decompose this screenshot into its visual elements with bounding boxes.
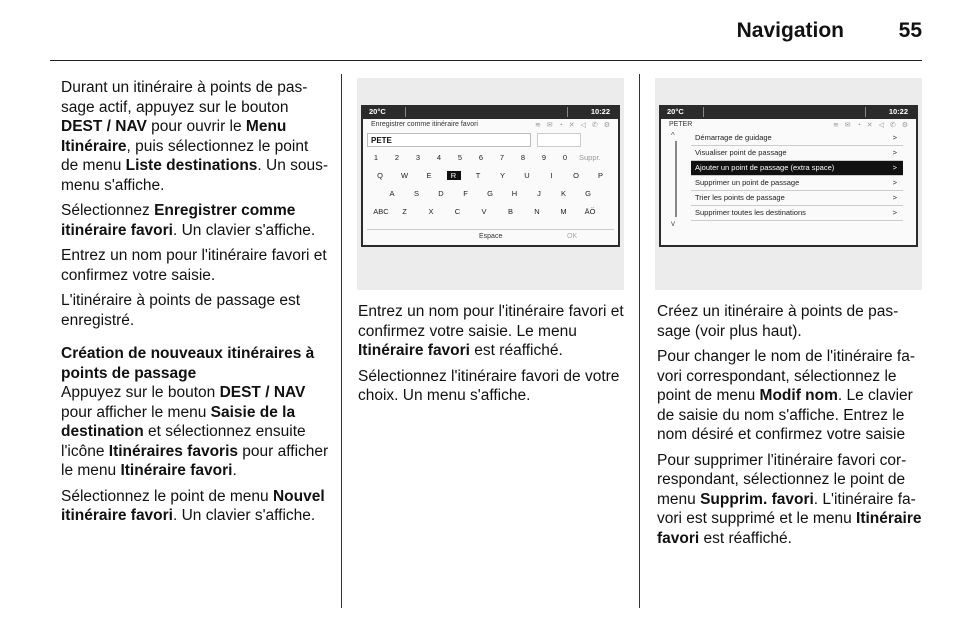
scrollbar[interactable] xyxy=(675,141,677,217)
section-heading: Création de nouveaux itinéraires à points de passage xyxy=(61,345,315,382)
clock: 10:22 xyxy=(888,107,908,116)
keyboard-key[interactable]: 8 xyxy=(520,153,526,162)
column-divider-1 xyxy=(341,74,342,608)
paragraph: Créez un itinéraire à points de pas-sage (voir plus haut). xyxy=(657,303,899,340)
paragraph: Sélectionnez Enregistrer comme itinéraire favori. Un clavier s'affiche. xyxy=(61,202,316,239)
keyboard-key[interactable]: 3 xyxy=(415,153,421,162)
keyboard-key[interactable]: N xyxy=(534,207,540,216)
status-icons: ≋ ✉ ◔ ✕ ◁ ✆ ⚙ xyxy=(534,122,612,129)
clock: 10:22 xyxy=(590,107,610,116)
menu-item[interactable] xyxy=(691,176,903,191)
route-menu-screenshot xyxy=(655,78,922,290)
keyboard-row-digits xyxy=(363,153,618,167)
paragraph: L'itinéraire à points de passage est enregistré. xyxy=(61,292,301,329)
keyboard-key[interactable]: G xyxy=(487,189,493,198)
keyboard-key[interactable]: K xyxy=(560,189,566,198)
menu-item-label: Ajouter un point de passage (extra space) xyxy=(695,163,835,172)
page-header-title: Navigation xyxy=(736,19,844,42)
page-number: 55 xyxy=(898,19,922,42)
paragraph: Pour changer le nom de l'itinéraire fa-vori correspondant, sélectionnez le point de menu Modif nom. Le clavier de saisie du nom s'affiche. Entrez le nom désiré et confirmez votre saisie xyxy=(657,348,915,443)
keyboard-key[interactable]: ÄÖ xyxy=(584,207,596,216)
keyboard-key[interactable]: I xyxy=(550,171,553,180)
keyboard-key[interactable]: P xyxy=(597,171,603,180)
status-bar xyxy=(361,105,620,119)
keyboard-key[interactable]: Suppr. xyxy=(579,153,601,162)
keyboard-key[interactable]: Q xyxy=(377,171,383,180)
menu-item-label: Trier les points de passage xyxy=(695,193,785,202)
keyboard-row-2 xyxy=(363,189,618,203)
menu-list xyxy=(691,131,903,221)
keyboard-key[interactable]: ABC xyxy=(373,207,389,216)
paragraph: Appuyez sur le bouton DEST / NAV pour afficher le menu Saisie de la destination et sélectionnez ensuite l'icône Itinéraires favoris pour afficher le menu Itinéraire favori. xyxy=(61,384,329,479)
keyboard-key[interactable]: 9 xyxy=(541,153,547,162)
keyboard-key[interactable]: Z xyxy=(402,207,407,216)
menu-item[interactable] xyxy=(691,161,903,176)
paragraph: Pour supprimer l'itinéraire favori cor-respondant, sélectionnez le point de menu Supprim. favori. L'itinéraire fa-vori est supprimé et le menu Itinéraire favori est réaffiché. xyxy=(657,451,922,547)
keyboard-key[interactable]: W xyxy=(400,171,409,180)
input-aux-field xyxy=(537,133,581,147)
keyboard-key[interactable]: F xyxy=(463,189,468,198)
keyboard-key[interactable]: U xyxy=(524,171,530,180)
keyboard-key[interactable]: 2 xyxy=(394,153,400,162)
scroll-up-icon[interactable]: ^ xyxy=(671,131,675,140)
keyboard-key[interactable]: B xyxy=(507,207,513,216)
keyboard-key[interactable]: R xyxy=(447,171,461,180)
temperature: 20°C xyxy=(667,107,684,116)
keyboard-key[interactable]: S xyxy=(413,189,419,198)
paragraph: Sélectionnez le point de menu Nouvel itinéraire favori. Un clavier s'affiche. xyxy=(61,487,325,524)
paragraph: Entrez un nom pour l'itinéraire favori et confirmez votre saisie. xyxy=(61,247,327,284)
keyboard-screenshot xyxy=(357,78,624,290)
column-1 xyxy=(61,78,329,532)
paragraph: Entrez un nom pour l'itinéraire favori et confirmez votre saisie. Le menu Itinéraire favori est réaffiché. xyxy=(358,303,624,359)
column-2 xyxy=(358,302,624,412)
keyboard-key[interactable]: T xyxy=(475,171,481,180)
menu-item-label: Supprimer toutes les destinations xyxy=(695,208,806,217)
paragraph: Durant un itinéraire à points de pas-sage actif, appuyez sur le bouton DEST / NAV pour ouvrir le Menu Itinéraire, puis sélectionnez le point de menu Liste destinations. Un sous-menu s'affiche. xyxy=(61,79,329,194)
keyboard-key[interactable]: D xyxy=(438,189,444,198)
keyboard-key[interactable]: A xyxy=(389,189,395,198)
screen-title: Enregistrer comme itinéraire favori xyxy=(371,121,478,128)
keyboard-key[interactable]: X xyxy=(428,207,434,216)
keyboard-key[interactable]: E xyxy=(426,171,432,180)
menu-item-label: Démarrage de guidage xyxy=(695,133,772,142)
menu-item[interactable] xyxy=(691,206,903,221)
keyboard-key[interactable]: 6 xyxy=(478,153,484,162)
chevron-right-icon: > xyxy=(892,133,897,142)
status-icons: ≋ ✉ ◔ ✕ ◁ ✆ ⚙ xyxy=(832,122,910,129)
menu-item[interactable] xyxy=(691,146,903,161)
temperature: 20°C xyxy=(369,107,386,116)
chevron-right-icon: > xyxy=(892,163,897,172)
keyboard-key[interactable]: 5 xyxy=(457,153,463,162)
menu-item[interactable] xyxy=(691,131,903,146)
ok-button[interactable]: OK xyxy=(567,233,578,240)
column-3 xyxy=(657,302,927,554)
keyboard-key[interactable]: 0 xyxy=(562,153,568,162)
keyboard-row-1 xyxy=(363,171,618,185)
keyboard-key[interactable]: 4 xyxy=(436,153,442,162)
chevron-right-icon: > xyxy=(892,208,897,217)
menu-item[interactable] xyxy=(691,191,903,206)
keyboard-key[interactable]: G xyxy=(585,189,591,198)
keyboard-key[interactable]: Y xyxy=(499,171,505,180)
name-input[interactable]: PETE xyxy=(367,133,531,147)
keyboard-key[interactable]: 7 xyxy=(499,153,505,162)
paragraph: Sélectionnez l'itinéraire favori de votre choix. Un menu s'affiche. xyxy=(358,367,620,404)
keyboard-key[interactable]: O xyxy=(573,171,579,180)
keyboard-row-3 xyxy=(363,207,618,221)
keyboard-key[interactable]: 1 xyxy=(373,153,379,162)
header-rule xyxy=(50,60,922,61)
chevron-right-icon: > xyxy=(892,193,897,202)
keyboard-key[interactable]: C xyxy=(454,207,461,216)
scroll-down-icon[interactable]: v xyxy=(671,219,675,228)
chevron-right-icon: > xyxy=(892,148,897,157)
status-bar xyxy=(659,105,918,119)
keyboard-key[interactable]: J xyxy=(537,189,541,198)
screen-title: PETER xyxy=(669,121,693,128)
chevron-right-icon: > xyxy=(892,178,897,187)
keyboard-key[interactable]: M xyxy=(560,207,567,216)
menu-item-label: Supprimer un point de passage xyxy=(695,178,800,187)
column-divider-2 xyxy=(639,74,640,608)
keyboard-key[interactable]: V xyxy=(481,207,487,216)
keyboard-key[interactable]: H xyxy=(511,189,518,198)
space-key[interactable]: Espace xyxy=(479,233,503,240)
menu-item-label: Visualiser point de passage xyxy=(695,148,787,157)
